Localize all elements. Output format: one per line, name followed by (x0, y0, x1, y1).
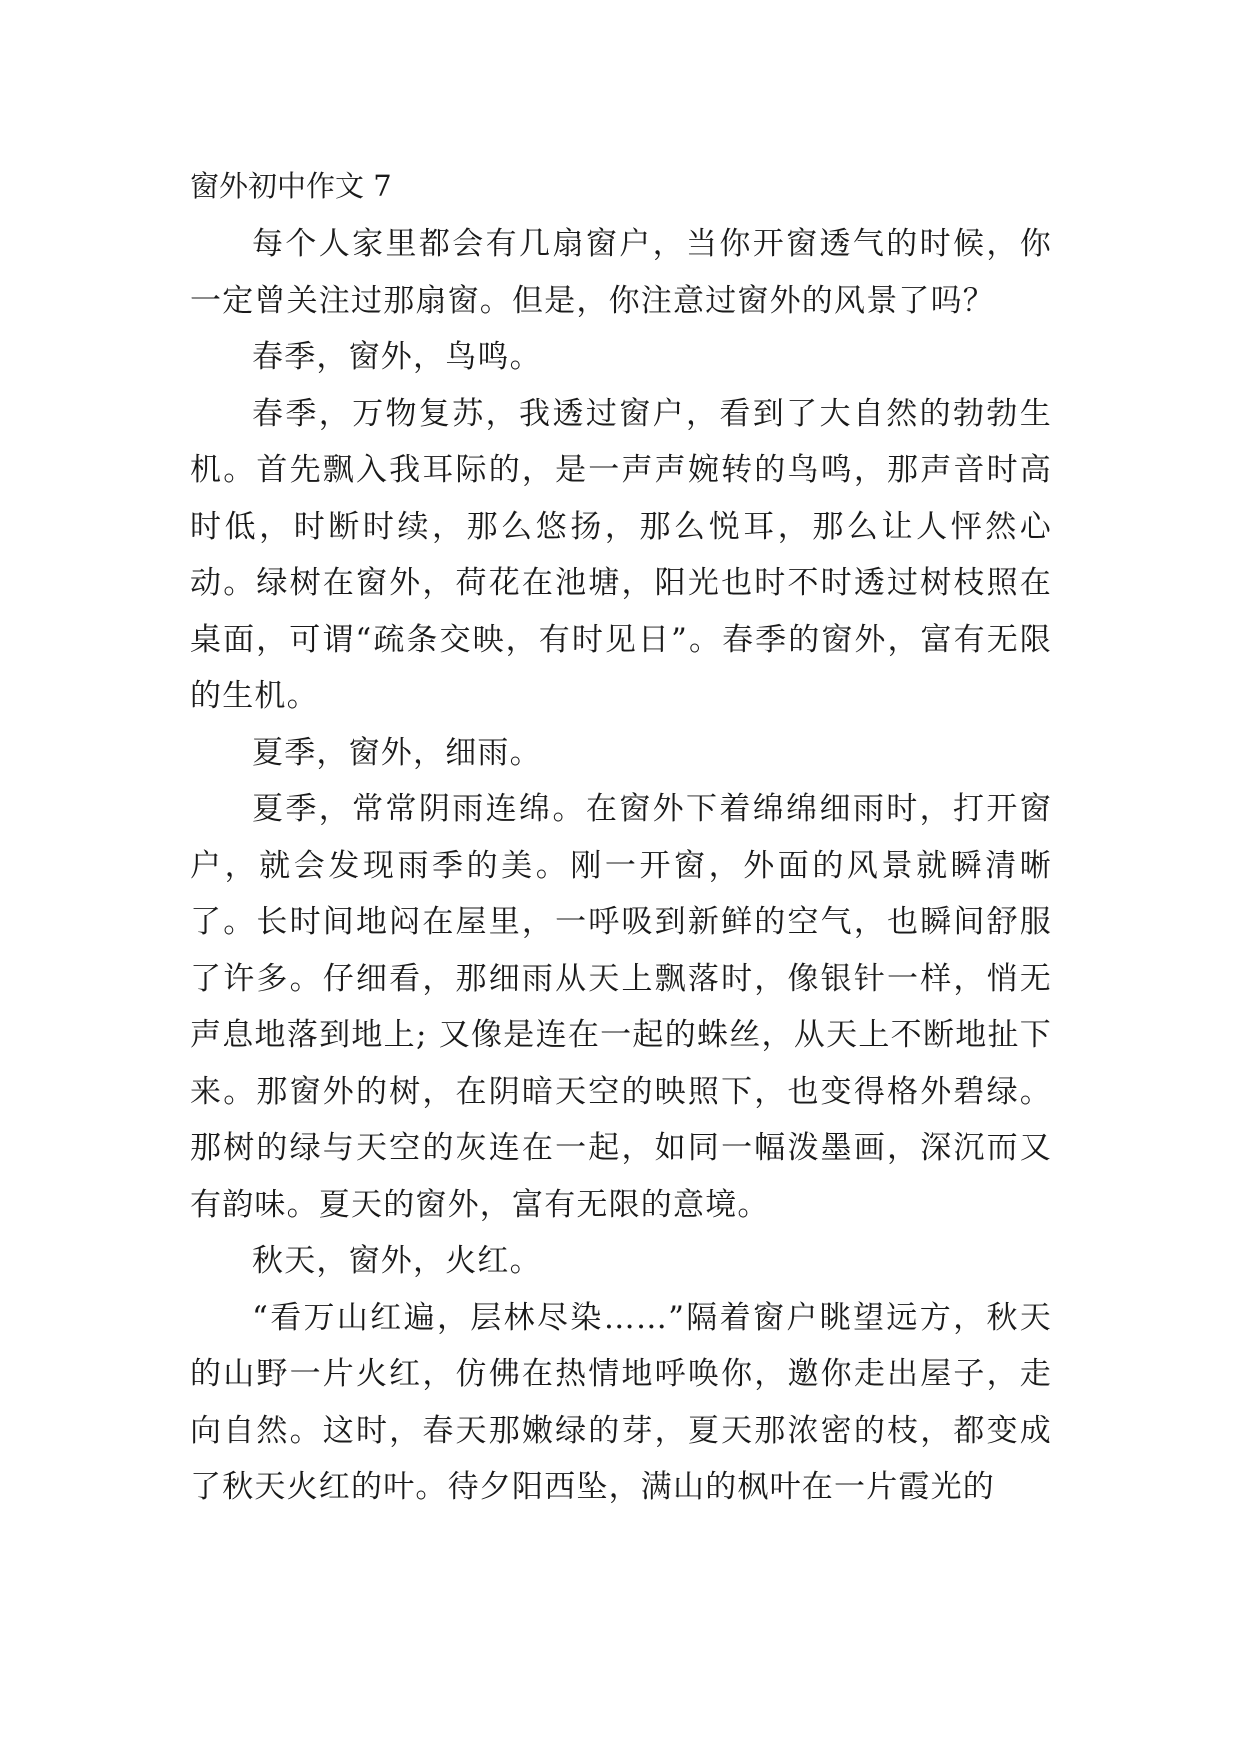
paragraph-summer: 夏季，常常阴雨连绵。在窗外下着绵绵细雨时，打开窗户，就会发现雨季的美。刚一开窗，外面的风景就瞬清晰了。长时间地闷在屋里，一呼吸到新鲜的空气，也瞬间舒服了许多。仔细看，那细雨从天上飘落时，像银针一样，悄无声息地落到地上; 又像是连在一起的蛛丝，从天上不断地扯下来。那窗外的树，在阴暗天空的映照下，也变得格外碧绿。那树的绿与天空的灰连在一起，如同一幅泼墨画，深沉而又有韵味。夏天的窗外，富有无限的意境。 (190, 791, 1052, 1223)
essay-body (190, 158, 1052, 1516)
paragraph-autumn-heading: 秋天，窗外，火红。 (252, 1243, 542, 1279)
paragraph-autumn: “看万山红遍，层林尽染……”隔着窗户眺望远方，秋天的山野一片火红，仿佛在热情地呼唤你，邀你走出屋子，走向自然。这时，春天那嫩绿的芽，夏天那浓密的枝，都变成了秋天火红的叶。待夕阳西坠，满山的枫叶在一片霞光的 (190, 1299, 1052, 1505)
paragraph-intro: 每个人家里都会有几扇窗户，当你开窗透气的时候，你一定曾关注过那扇窗。但是，你注意过窗外的风景了吗？ (190, 226, 1052, 319)
paragraph-spring: 春季，万物复苏，我透过窗户，看到了大自然的勃勃生机。首先飘入我耳际的，是一声声婉转的鸟鸣，那声音时高时低，时断时续，那么悠扬，那么悦耳，那么让人怦然心动。绿树在窗外，荷花在池塘，阳光也时不时透过树枝照在桌面，可谓“疏条交映，有时见日”。春季的窗外，富有无限的生机。 (190, 395, 1052, 714)
essay-title: 窗外初中作文 7 (190, 169, 392, 203)
paragraph-summer-heading: 夏季，窗外，细雨。 (252, 734, 542, 771)
paragraph-spring-heading: 春季，窗外，鸟鸣。 (252, 339, 542, 375)
